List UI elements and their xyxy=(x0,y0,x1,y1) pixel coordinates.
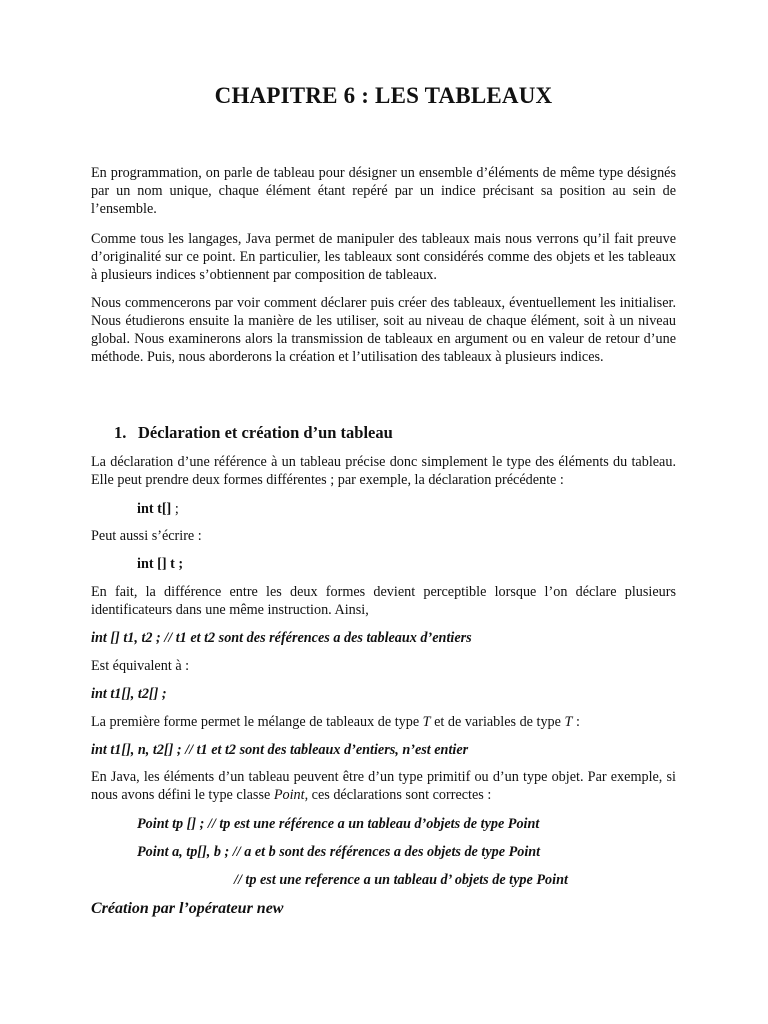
paragraph-3-text-a: La première forme permet le mélange de tableaux de type xyxy=(91,714,423,730)
code-example-7: Point a, tp[], b ; // a et b sont des références a des objets de type Point xyxy=(137,844,541,860)
section-heading xyxy=(114,423,393,443)
section-number: 1. xyxy=(114,423,127,442)
section-paragraph-3 xyxy=(91,713,580,731)
code-example-1-code: int t[] xyxy=(137,501,172,517)
code-example-4: int t1[], t2[] ; xyxy=(91,686,167,702)
intro-paragraph-3: Nous commencerons par voir comment déclarer puis créer des tableaux, éventuellement les initialiser. Nous étudierons ensuite la manière de les utiliser, soit au niveau de chaque élément, soit à un niveau global. Nous examinerons alors la transmission de tableaux en argument ou en valeur de retour d’une méthode. Puis, nous aborderons la création et l’utilisation des tableaux à plusieurs indices. xyxy=(91,295,676,365)
paragraph-3-text-c: : xyxy=(572,714,580,730)
code-example-6: Point tp [] ; // tp est une référence a un tableau d’objets de type Point xyxy=(137,816,540,832)
section-paragraph-2: En fait, la différence entre les deux formes devient perceptible lorsque l’on déclare plusieurs identificateurs dans une même instruction. Ainsi, xyxy=(91,584,676,618)
page-title: CHAPITRE 6 : LES TABLEAUX xyxy=(214,83,553,108)
paragraph-4-text-a: En Java, les éléments d’un tableau peuvent être d’un type primitif ou d’un type objet. Par exemple, si nous avons défini le type classe xyxy=(91,769,676,803)
code-example-3: int [] t1, t2 ; // t1 et t2 sont des références a des tableaux d’entiers xyxy=(91,630,472,646)
also-written-text: Peut aussi s’écrire : xyxy=(91,528,202,544)
point-class-name: Point xyxy=(273,787,305,803)
paragraph-4-text-b: , ces déclarations sont correctes : xyxy=(304,787,492,803)
code-example-5: int t1[], n, t2[] ; // t1 et t2 sont des tableaux d’entiers, n’est entier xyxy=(91,742,469,758)
section-title: Déclaration et création d’un tableau xyxy=(138,423,393,442)
type-T-2: T xyxy=(564,714,573,730)
intro-paragraph-2: Comme tous les langages, Java permet de manipuler des tableaux mais nous verrons qu’il fait preuve d’originalité sur ce point. En particulier, les tableaux sont considérés comme des objets et les tableaux à plusieurs indices s’obtiennent par composition de tableaux. xyxy=(91,231,676,283)
section-paragraph-4 xyxy=(91,768,676,804)
code-example-2: int [] t ; xyxy=(137,556,184,572)
code-example-8: // tp est une reference a un tableau d’ objets de type Point xyxy=(234,872,568,888)
intro-paragraph-1: En programmation, on parle de tableau pour désigner un ensemble d’éléments de même type désignés par un nom unique, chaque élément étant repéré par un indice précisant sa position au sein de l’ensemble. xyxy=(91,165,676,217)
code-example-1 xyxy=(137,500,179,518)
subsection-heading: Création par l’opérateur new xyxy=(91,900,284,917)
paragraph-3-text-b: et de variables de type xyxy=(430,714,565,730)
code-example-1-suffix: ; xyxy=(171,501,179,517)
equivalent-text: Est équivalent à : xyxy=(91,658,190,674)
type-T-1: T xyxy=(422,714,431,730)
section-paragraph-1: La déclaration d’une référence à un tableau précise donc simplement le type des éléments du tableau. Elle peut prendre deux formes différentes ; par exemple, la déclaration précédente : xyxy=(91,454,676,488)
